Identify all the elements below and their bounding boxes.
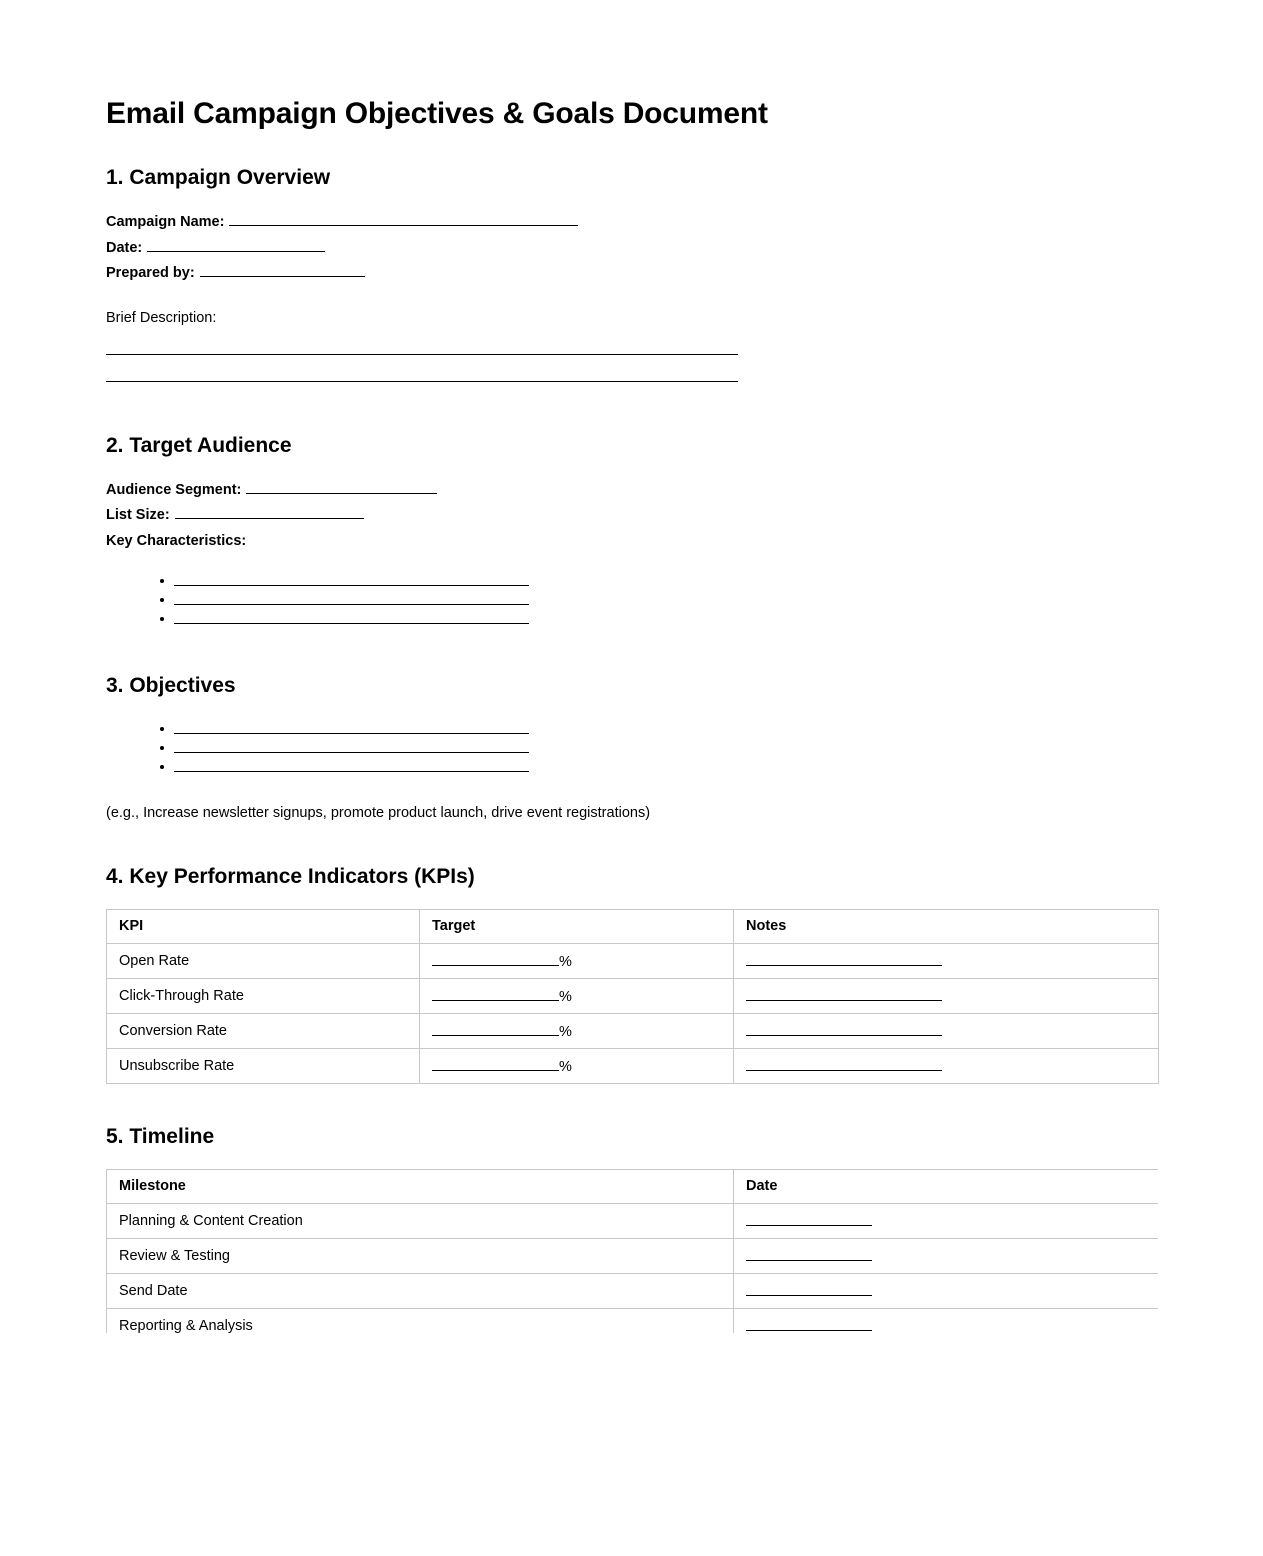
page-title: Email Campaign Objectives & Goals Document xyxy=(106,97,768,130)
kpi-target-input-open-rate[interactable] xyxy=(432,952,559,966)
field-list-size-label: List Size: xyxy=(106,507,170,524)
kpi-cell-notes xyxy=(734,943,1159,978)
section-4-heading: 4. Key Performance Indicators (KPIs) xyxy=(106,864,475,888)
field-date xyxy=(106,236,1158,262)
key-characteristic-input-3[interactable] xyxy=(174,609,529,624)
kpi-cell-notes xyxy=(734,978,1159,1013)
kpi-target-input-unsubscribe-rate[interactable] xyxy=(432,1057,559,1071)
list-item xyxy=(106,571,1158,590)
kpi-notes-input-click-through-rate[interactable] xyxy=(746,987,942,1001)
section-kpis xyxy=(106,864,1158,1084)
kpi-target-percent-sign-3: % xyxy=(559,1023,572,1040)
timeline-table xyxy=(106,1169,1158,1333)
list-item xyxy=(106,609,1158,628)
field-prepared-by xyxy=(106,261,1158,287)
timeline-date-input-review[interactable] xyxy=(746,1247,872,1261)
timeline-cell-date xyxy=(734,1203,1159,1238)
table-row xyxy=(107,1013,1159,1048)
kpi-target-percent-sign-2: % xyxy=(559,988,572,1005)
field-date-label: Date: xyxy=(106,239,143,256)
kpi-notes-input-open-rate[interactable] xyxy=(746,952,942,966)
kpi-cell-name: Click-Through Rate xyxy=(107,978,420,1013)
timeline-header-date: Date xyxy=(734,1169,1159,1203)
field-audience-segment xyxy=(106,478,1158,504)
timeline-cell-milestone: Review & Testing xyxy=(107,1238,734,1273)
list-item xyxy=(106,738,1158,757)
key-characteristics-label: Key Characteristics: xyxy=(106,532,247,549)
table-header-row xyxy=(107,1169,1159,1203)
kpi-cell-target xyxy=(420,1048,734,1083)
section-target-audience xyxy=(106,433,1158,629)
key-characteristics-list xyxy=(106,571,1158,628)
field-campaign-name-label: Campaign Name: xyxy=(106,214,225,231)
table-row xyxy=(107,943,1159,978)
list-item xyxy=(106,590,1158,609)
table-row xyxy=(107,1273,1159,1308)
key-characteristic-input-1[interactable] xyxy=(174,571,529,586)
kpi-cell-target xyxy=(420,1013,734,1048)
objectives-list xyxy=(106,719,1158,776)
field-list-size xyxy=(106,503,1158,529)
kpi-target-input-click-through-rate[interactable] xyxy=(432,987,559,1001)
kpi-notes-input-unsubscribe-rate[interactable] xyxy=(746,1057,942,1071)
timeline-cell-date xyxy=(734,1308,1159,1333)
document-content xyxy=(106,96,1158,1333)
section-1-heading: 1. Campaign Overview xyxy=(106,166,331,189)
field-campaign-name xyxy=(106,210,1158,236)
section-campaign-overview xyxy=(106,165,1158,382)
kpi-cell-name: Open Rate xyxy=(107,943,420,978)
kpi-notes-input-conversion-rate[interactable] xyxy=(746,1022,942,1036)
kpi-cell-target xyxy=(420,978,734,1013)
field-audience-segment-label: Audience Segment: xyxy=(106,481,242,498)
kpi-cell-notes xyxy=(734,1048,1159,1083)
field-campaign-name-input[interactable] xyxy=(229,211,578,226)
objective-input-1[interactable] xyxy=(174,719,529,734)
section-objectives xyxy=(106,673,1158,822)
kpi-target-percent-sign-4: % xyxy=(559,1058,572,1075)
list-item xyxy=(106,719,1158,738)
table-row xyxy=(107,1238,1159,1273)
timeline-cell-milestone: Reporting & Analysis xyxy=(107,1308,734,1333)
field-prepared-by-label: Prepared by: xyxy=(106,265,195,282)
table-row xyxy=(107,1048,1159,1083)
section-3-heading: 3. Objectives xyxy=(106,674,236,698)
kpi-table xyxy=(106,909,1159,1084)
timeline-date-input-planning[interactable] xyxy=(746,1212,872,1226)
brief-description-line-2[interactable] xyxy=(106,381,738,382)
table-row xyxy=(107,1308,1159,1333)
timeline-cell-milestone: Send Date xyxy=(107,1273,734,1308)
objective-input-3[interactable] xyxy=(174,757,529,772)
timeline-cell-date xyxy=(734,1238,1159,1273)
objectives-example-note: (e.g., Increase newsletter signups, promote product launch, drive event registrations) xyxy=(106,804,651,821)
kpi-header-kpi: KPI xyxy=(107,909,420,943)
timeline-cell-milestone: Planning & Content Creation xyxy=(107,1203,734,1238)
timeline-table-clip xyxy=(106,1169,1158,1333)
kpi-cell-name: Unsubscribe Rate xyxy=(107,1048,420,1083)
kpi-header-notes: Notes xyxy=(734,909,1159,943)
kpi-cell-notes xyxy=(734,1013,1159,1048)
key-characteristic-input-2[interactable] xyxy=(174,590,529,605)
field-prepared-by-input[interactable] xyxy=(200,262,365,277)
brief-description-label: Brief Description: xyxy=(106,309,217,326)
kpi-header-target: Target xyxy=(420,909,734,943)
section-5-heading: 5. Timeline xyxy=(106,1124,215,1148)
kpi-target-percent-sign-1: % xyxy=(559,953,572,970)
timeline-cell-date xyxy=(734,1273,1159,1308)
field-audience-segment-input[interactable] xyxy=(246,479,437,494)
timeline-date-input-reporting[interactable] xyxy=(746,1317,872,1331)
list-item xyxy=(106,757,1158,776)
field-date-input[interactable] xyxy=(147,237,325,252)
timeline-header-milestone: Milestone xyxy=(107,1169,734,1203)
objective-input-2[interactable] xyxy=(174,738,529,753)
table-row xyxy=(107,978,1159,1013)
table-header-row xyxy=(107,909,1159,943)
table-row xyxy=(107,1203,1159,1238)
timeline-date-input-send[interactable] xyxy=(746,1282,872,1296)
brief-description-line-1[interactable] xyxy=(106,354,738,355)
kpi-target-input-conversion-rate[interactable] xyxy=(432,1022,559,1036)
kpi-cell-target xyxy=(420,943,734,978)
kpi-cell-name: Conversion Rate xyxy=(107,1013,420,1048)
section-timeline xyxy=(106,1124,1158,1333)
field-list-size-input[interactable] xyxy=(175,504,364,519)
section-2-heading: 2. Target Audience xyxy=(106,433,292,457)
